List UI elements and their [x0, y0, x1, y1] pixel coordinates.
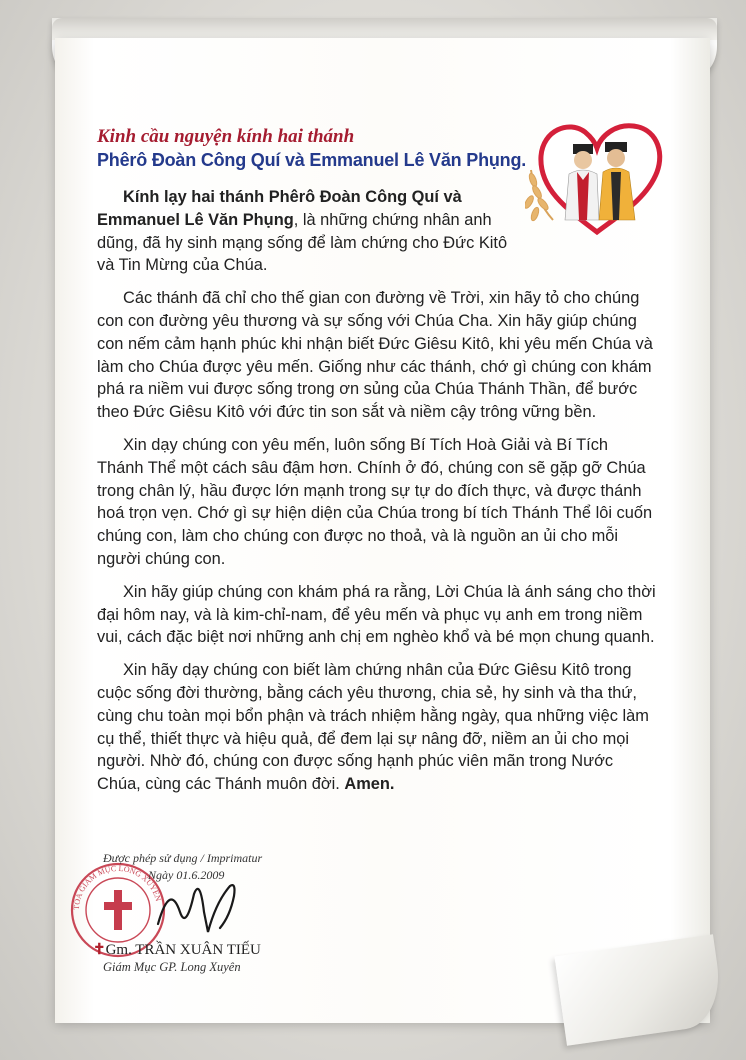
prayer-intro-rest: , là những chứng nhân anh dũng, đã hy sinh mạng sống để làm chứng cho Đức Kitô và Tin Mừng của Chúa.: [97, 210, 508, 275]
bishop-cross-icon: ✝: [93, 942, 106, 958]
amen: Amen.: [344, 775, 395, 794]
prayer-paragraph-1: [97, 186, 527, 277]
cross-icon: [104, 890, 132, 930]
prayer-paragraph-4: Xin hãy giúp chúng con khám phá ra rằng, Lời Chúa là ánh sáng cho thời đại hôm nay, và là kim-chỉ-nam, để yêu mến và phục vụ anh em trong niềm vui, cách đặc biệt nơi những anh chị em nghèo khổ và bé mọn chung quanh.: [97, 582, 656, 647]
title-line-2: Phêrô Đoàn Công Quí và Emmanuel Lê Văn Phụng.: [97, 150, 527, 170]
bishop-name-line: [93, 940, 261, 959]
prayer-paragraph-3: Xin dạy chúng con yêu mến, luôn sống Bí Tích Hoà Giải và Bí Tích Thánh Thể một cách sâu đậm hơn. Chính ở đó, chúng con sẽ gặp gỡ Chúa trong chân lý, hầu được lớn mạnh trong sự tự do đích thực, và được thánh hoá trọn vẹn. Chớ gì sự hiện diện của Chúa trong bí tích Thánh Thể lôi cuốn chúng con, làm cho chúng con được no thoả, và là nguồn an ủi cho mỗi người chúng con.: [97, 435, 653, 568]
prayer-intro-bold: Kính lạy hai thánh Phêrô Đoàn Công Quí và Emmanuel Lê Văn Phụng: [97, 188, 462, 229]
bishop-name: Gm. TRẦN XUÂN TIẾU: [105, 942, 261, 958]
seal-text: TÒA GIÁM MỤC LONG XUYÊN: [71, 863, 163, 911]
bishop-diocese: Giám Mục GP. Long Xuyên: [103, 960, 241, 974]
bishop-signature: [150, 872, 250, 938]
title-line-1: Kinh cầu nguyện kính hai thánh: [97, 126, 355, 147]
prayer-paragraph-2: Các thánh đã chỉ cho thế gian con đường về Trời, xin hãy tỏ cho chúng con con đường yêu thương và sự sống với Chúa Cha. Xin hãy giúp chúng con nếm cảm hạnh phúc khi nhận biết Đức Giêsu Kitô, khi yêu mến Chúa và làm cho Chúa được yêu mến. Giống như các thánh, chớ gì chúng con khám phá ra niềm vui được sống trong ơn sủng của Chúa Thánh Thần, để bước theo Đức Giêsu Kitô với đức tin son sắt và niềm cậy trông vững bền.: [97, 289, 653, 422]
prayer-paragraph-5-text: Xin hãy dạy chúng con biết làm chứng nhân của Đức Giêsu Kitô trong cuộc sống đời thường, bằng cách yêu thương, chia sẻ, hy sinh và tha thứ, cùng chu toàn mọi bổn phận và trách nhiệm hằng ngày, qua những việc làm cụ thể, thiết thực và hiệu quả, để đem lại sự nâng đỡ, niềm an ủi cho mọi người. Nhờ đó, chúng con được sống hạnh phúc viên mãn trong Nước Chúa, cùng các Thánh muôn đời.: [97, 661, 649, 794]
prayer-paragraph-5: [97, 659, 657, 796]
imprimatur-date: Ngày 01.6.2009: [148, 868, 225, 882]
prayer-body: [97, 186, 657, 806]
imprimatur-label: Được phép sử dụng / Imprimatur: [103, 851, 263, 865]
